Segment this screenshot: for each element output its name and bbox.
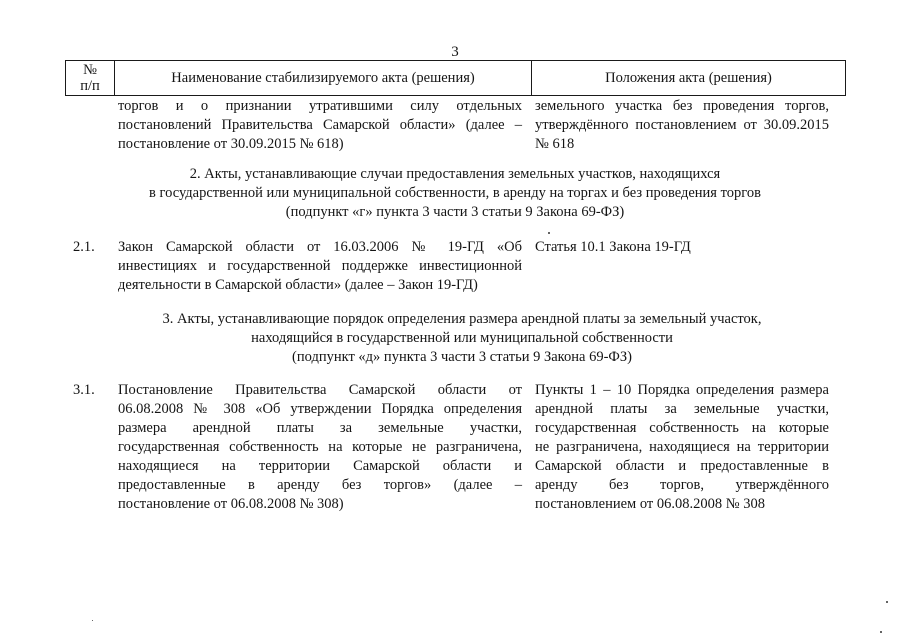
header-number-abbrev: п/п xyxy=(80,78,100,94)
text-line: постановление от 30.09.2015 № 618) xyxy=(118,136,344,152)
scan-speck xyxy=(880,631,882,633)
section-2-heading xyxy=(35,165,875,222)
text-line: инвестициях и государственной поддержке инвестиционной xyxy=(118,258,522,274)
row-3-1-name xyxy=(118,381,522,514)
text-line: предоставленные в аренду без торгов» (далее – xyxy=(118,477,522,493)
heading-line: (подпункт «г» пункта 3 части 3 статьи 9 Закона 69-ФЗ) xyxy=(285,204,625,220)
text-line: утверждённого постановлением от 30.09.2015 xyxy=(535,117,829,133)
text-line: государственная собственность на которые не разграничена, xyxy=(118,439,522,455)
text-line: постановлений Правительства Самарской области» (далее – xyxy=(118,117,522,133)
page-number: 3 xyxy=(451,44,459,60)
text-line: Закон Самарской области от 16.03.2006 № 19-ГД «Об xyxy=(118,239,522,255)
heading-line: в государственной или муниципальной собственности, в аренду на торгах и без проведения торгов xyxy=(149,185,761,201)
text-line: размера арендной платы за земельные участки, xyxy=(118,420,522,436)
scan-speck xyxy=(548,232,550,234)
row-2-1-provisions xyxy=(535,238,829,257)
text-line: 06.08.2008 № 308 «Об утверждении Порядка определения xyxy=(118,401,522,417)
row-number-3-1: 3.1. xyxy=(73,382,95,398)
scan-speck xyxy=(886,601,888,603)
text-line: Самарской области и предоставленные в xyxy=(535,458,829,474)
text-line: Пункты 1 – 10 Порядка определения размера xyxy=(535,382,829,398)
row-3-1-provisions xyxy=(535,381,829,514)
header-act-provisions: Положения акта (решения) xyxy=(532,61,846,96)
text-line: постановлением от 06.08.2008 № 308 xyxy=(535,496,765,512)
scan-speck xyxy=(92,620,93,621)
table-header xyxy=(65,60,846,96)
text-line: торгов и о признании утратившими силу отдельных xyxy=(118,98,522,114)
header-number-symbol: № xyxy=(83,62,97,78)
continued-row-provisions xyxy=(535,97,829,154)
heading-line: 2. Акты, устанавливающие случаи предоставления земельных участков, находящихся xyxy=(189,166,721,182)
text-line: не разграничена, находящиеся на территории xyxy=(535,439,829,455)
row-number-2-1: 2.1. xyxy=(73,239,95,255)
text-line: Постановление Правительства Самарской области от xyxy=(118,382,522,398)
text-line: деятельности в Самарской области» (далее – Закон 19-ГД) xyxy=(118,277,478,293)
heading-line: 3. Акты, устанавливающие порядок определения размера арендной платы за земельный участок, xyxy=(162,311,762,327)
header-act-name: Наименование стабилизируемого акта (решения) xyxy=(115,61,532,96)
heading-line: находящийся в государственной или муниципальной собственности xyxy=(251,330,673,346)
section-3-heading xyxy=(42,310,882,367)
text-line: государственная собственность на которые xyxy=(535,420,829,436)
text-line: № 618 xyxy=(535,136,575,152)
header-number-cell xyxy=(66,61,115,96)
text-line: постановление от 06.08.2008 № 308) xyxy=(118,496,344,512)
text-line: арендной платы за земельные участки, xyxy=(535,401,829,417)
heading-line: (подпункт «д» пункта 3 части 3 статьи 9 Закона 69-ФЗ) xyxy=(292,349,632,365)
text-line: находящиеся на территории Самарской области и xyxy=(118,458,522,474)
row-2-1-name xyxy=(118,238,522,295)
text-line: земельного участка без проведения торгов, xyxy=(535,98,829,114)
text-line: аренду без торгов, утверждённого xyxy=(535,477,829,493)
text-line: Статья 10.1 Закона 19-ГД xyxy=(535,239,691,255)
continued-row-name xyxy=(118,97,522,154)
